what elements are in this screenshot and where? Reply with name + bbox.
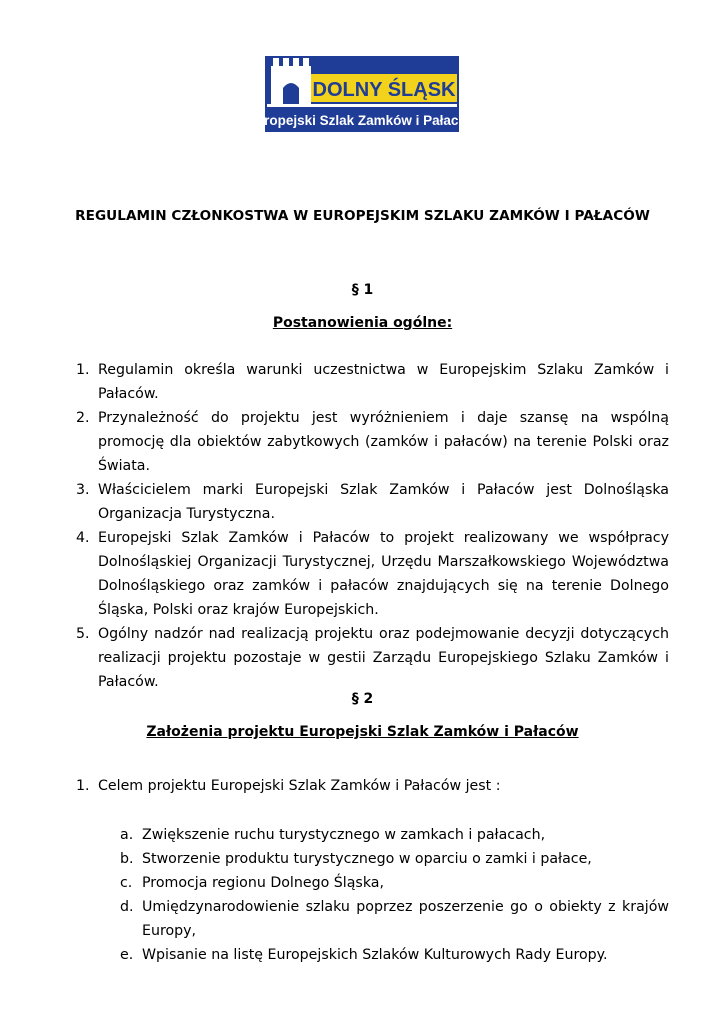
castle-logo-graphic — [246, 56, 478, 132]
list-item — [0, 358, 669, 406]
list-item — [0, 774, 669, 798]
section-2-heading: Założenia projektu Europejski Szlak Zamków i Pałaców — [146, 724, 579, 740]
list-item-marker: 1. — [76, 778, 90, 794]
list-item — [0, 478, 669, 526]
sublist-item-text: Zwiększenie ruchu turystycznego w zamkach i pałacach, — [142, 827, 546, 843]
document-title: REGULAMIN CZŁONKOSTWA W EUROPEJSKIM SZLAKU ZAMKÓW I PAŁACÓW — [75, 208, 650, 224]
section-2-sublist — [0, 823, 669, 967]
sublist-item-text: Wpisanie na listę Europejskich Szlaków Kulturowych Rady Europy. — [142, 947, 608, 963]
section-1-list — [0, 358, 669, 694]
list-item-marker: 5. — [76, 626, 90, 642]
sublist-item-marker: e. — [120, 947, 134, 963]
list-item-text: Regulamin określa warunki uczestnictwa w Europejskim Szlaku Zamków i Pałaców. — [98, 362, 669, 402]
list-item — [0, 622, 669, 694]
section-2-list — [0, 774, 669, 798]
sublist-item-text: Umiędzynarodowienie szlaku poprzez poszerzenie go o obiekty z krajów Europy, — [142, 899, 669, 939]
list-item-marker: 4. — [76, 530, 90, 546]
list-item-marker: 2. — [76, 410, 90, 426]
sublist-item-text: Stworzenie produktu turystycznego w oparciu o zamki i pałace, — [142, 851, 592, 867]
sublist-item — [0, 847, 669, 871]
logo-trail-text: Europejski Szlak Zamków i Pałaców — [246, 113, 478, 128]
list-item — [0, 406, 669, 478]
logo-divider-line — [267, 104, 457, 107]
sublist-item-marker: a. — [120, 827, 134, 843]
castle-gate-icon — [283, 83, 299, 104]
list-item-text: Europejski Szlak Zamków i Pałaców to projekt realizowany we współpracy Dolnośląskiej Organizacji Turystycznej, Urzędu Marszałkowskiego Województwa Dolnośląskiego oraz zamków i pałaców znajdujących się na terenie Dolnego Śląska, Polski oraz krajów Europejskich. — [98, 530, 669, 618]
list-item-text: Przynależność do projektu jest wyróżnieniem i daje szansę na wspólną promocję dla obiektów zabytkowych (zamków i pałaców) na terenie Polski oraz Świata. — [98, 410, 669, 474]
section-1-number: § 1 — [351, 282, 374, 298]
list-item-text: Ogólny nadzór nad realizacją projektu oraz podejmowanie decyzji dotyczących realizacji projektu pozostaje w gestii Zarządu Europejskiego Szlaku Zamków i Pałaców. — [98, 626, 669, 690]
list-item — [0, 526, 669, 622]
sublist-item-marker: c. — [120, 875, 133, 891]
sublist-item-marker: b. — [120, 851, 134, 867]
logo-region-text: DOLNY ŚLĄSK — [312, 79, 456, 101]
sublist-item-text: Promocja regionu Dolnego Śląska, — [142, 875, 384, 891]
sublist-item — [0, 823, 669, 847]
sublist-item — [0, 871, 669, 895]
section-1-heading: Postanowienia ogólne: — [272, 315, 453, 331]
list-item-marker: 3. — [76, 482, 90, 498]
section-2-number: § 2 — [351, 691, 374, 707]
sublist-item — [0, 943, 669, 967]
dolny-slask-logo — [246, 56, 478, 132]
list-item-marker: 1. — [76, 362, 90, 378]
sublist-item — [0, 895, 669, 943]
sublist-item-marker: d. — [120, 899, 134, 915]
list-item-text: Celem projektu Europejski Szlak Zamków i Pałaców jest : — [98, 778, 501, 794]
list-item-text: Właścicielem marki Europejski Szlak Zamków i Pałaców jest Dolnośląska Organizacja Turystyczna. — [98, 482, 669, 522]
